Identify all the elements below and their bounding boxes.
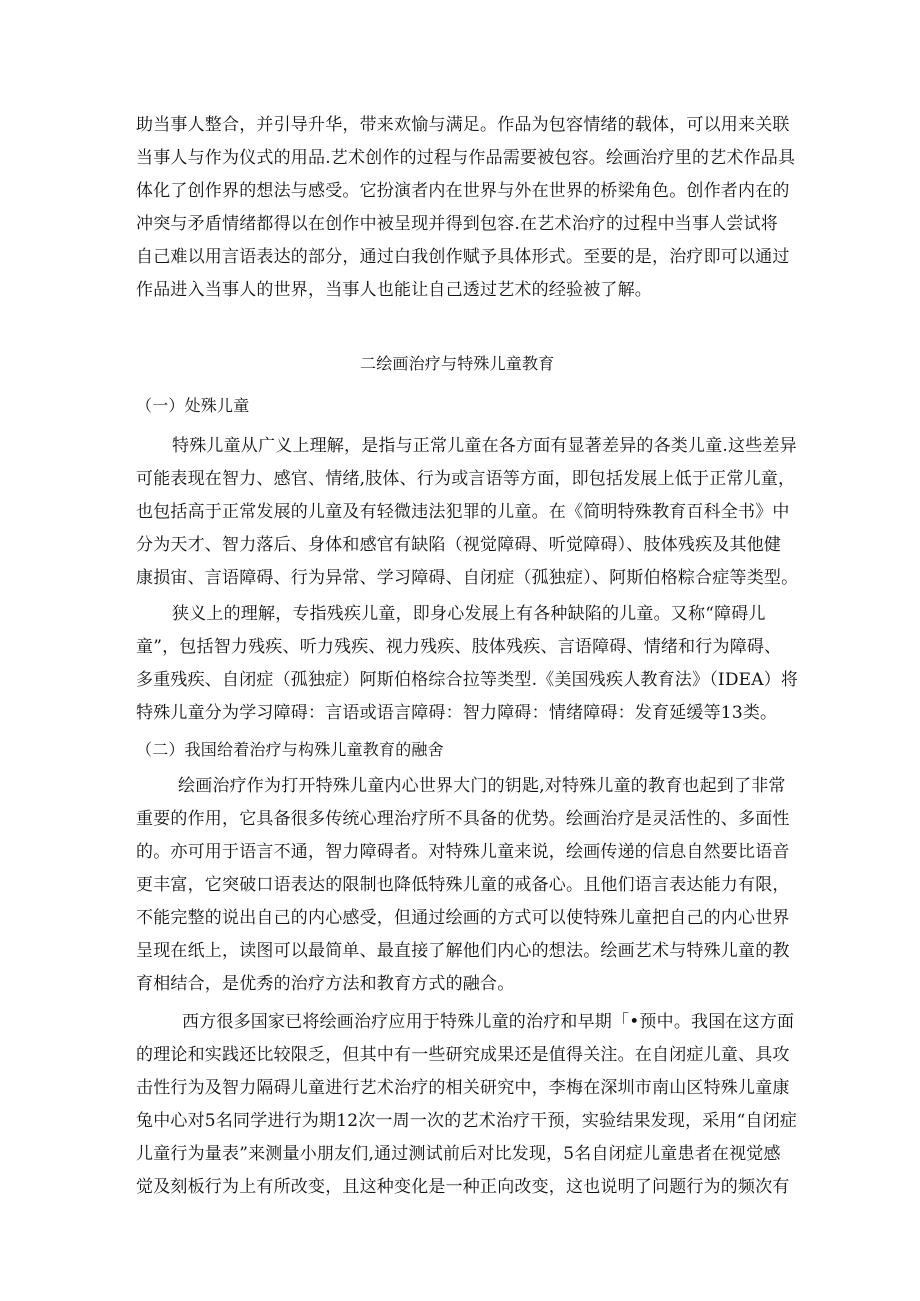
paragraph-line: 兔中心对5名同学进行为期12次一周一次的艺术治疗干预，实验结果发现，采用“自闭症: [136, 1111, 798, 1131]
paragraph-line: 的理论和实践还比较限乏，但其中有一些研究成果还是值得关注。在自闭症儿童、具攻: [136, 1045, 790, 1065]
paragraph-line: 重要的作用，它具备很多传统心理治疗所不具备的优势。绘画治疗是灵活性的、多面性: [136, 809, 790, 829]
paragraph-line: 作品进入当事人的世界，当事人也能让自己透过艺术的经验被了解。: [136, 280, 652, 300]
paragraph-line: 育相结合，是优秀的治疗方法和教育方式的融合。: [136, 974, 515, 994]
subheading-special-children: （一）处殊儿童: [136, 396, 250, 415]
paragraph-line: 当事人与作为仪式的用品.艺术创作的过程与作品需要被包容。绘画治疗里的艺术作品具: [136, 148, 796, 168]
paragraph-line: 击性行为及智力隔碍儿童进行艺术治疗的相关研究中，李梅在深圳市南山区特殊儿童康: [136, 1078, 790, 1098]
paragraph-line: 更丰富，它突破口语表达的限制也降低特殊儿童的戒备心。且他们语言表达能力有限，: [136, 875, 790, 895]
paragraph-line: 觉及刻板行为上有所改变，且这种变化是一种正向改变，这也说明了问题行为的频次有: [136, 1177, 790, 1197]
paragraph-line: 儿童行为量表”来测量小朋友们,通过测试前后对比发现，5名自闭症儿童患者在视觉感: [136, 1144, 781, 1164]
paragraph-line: 体化了创作界的想法与感受。它扮演者内在世界与外在世界的桥梁角色。创作者内在的: [136, 181, 790, 201]
paragraph-line: 童”，包括智力残疾、听力残疾、视力残疾、肢体残疾、言语障碍、情绪和行为障碍、: [136, 637, 782, 657]
paragraph-line: 狭义上的理解，专指残疾儿童，即身心发展上有各种缺陷的儿童。又称“障碍儿: [172, 604, 766, 624]
paragraph-line: 自己难以用言语表达的部分，通过白我创作赋予具体形式。至要的是，治疗即可以通过: [136, 247, 790, 267]
paragraph-line: 特殊儿童分为学习障碍：言语或语言障碍：智力障碍：情绪障碍：发育延缓等13类。: [136, 703, 778, 723]
paragraph-line: 可能表现在智力、感官、情绪,肢体、行为或言语等方面，即包括发展上低于正常儿童，: [136, 469, 796, 489]
paragraph-line: 西方很多国家已将绘画治疗应用于特殊儿童的治疗和早期「•预中。我国在这方面: [182, 1012, 795, 1032]
paragraph-line: 康损宙、言语障碍、行为异常、学习障碍、自闭症（孤独症）、阿斯伯格粽合症等类型。: [136, 568, 799, 588]
section-title: 二绘画治疗与特殊儿童教育: [360, 354, 555, 373]
paragraph-line: 的。亦可用于语言不通，智力障碍者。对特殊儿童来说，绘画传递的信息自然要比语音: [136, 842, 790, 862]
paragraph-line: 助当事人整合，并引导升华，带来欢愉与满足。作品为包容情绪的载体，可以用来关联: [136, 115, 790, 135]
paragraph-line: 呈现在纸上，读图可以最简单、最直接了解他们内心的想法。绘画艺术与特殊儿童的教: [136, 941, 790, 961]
paragraph-line: 多重残疾、自闭症（孤独症）阿斯伯格综合拉等类型.《美国残疾人教育法》（IDEA）将: [136, 670, 799, 690]
subheading-integration: （二）我国给着治疗与构殊儿童教育的融舍: [136, 740, 444, 759]
paragraph-line: 绘画治疗作为打开特殊儿童内心世界大门的钥匙,对特殊儿童的教育也起到了非常: [178, 776, 786, 796]
paragraph-line: 分为天才、智力落后、身体和感官有缺陷（视觉障碍、听觉障碍）、肢体残疾及其他健: [136, 535, 782, 555]
paragraph-line: 也包括高于正常发展的儿童及有轻微违法犯罪的儿童。在《简明特殊教育百科全书》中: [136, 502, 790, 522]
paragraph-line: 冲突与矛盾情绪都得以在创作中被呈现并得到包容.在艺术治疗的过程中当事人尝试将: [136, 214, 779, 234]
paragraph-line: 不能完整的说出自己的内心感受，但通过绘画的方式可以使特殊儿童把自己的内心世界: [136, 908, 790, 928]
paragraph-line: 特殊儿童从广义上理解，是指与正常儿童在各方面有显著差异的各类儿童.这些差异: [172, 436, 797, 456]
